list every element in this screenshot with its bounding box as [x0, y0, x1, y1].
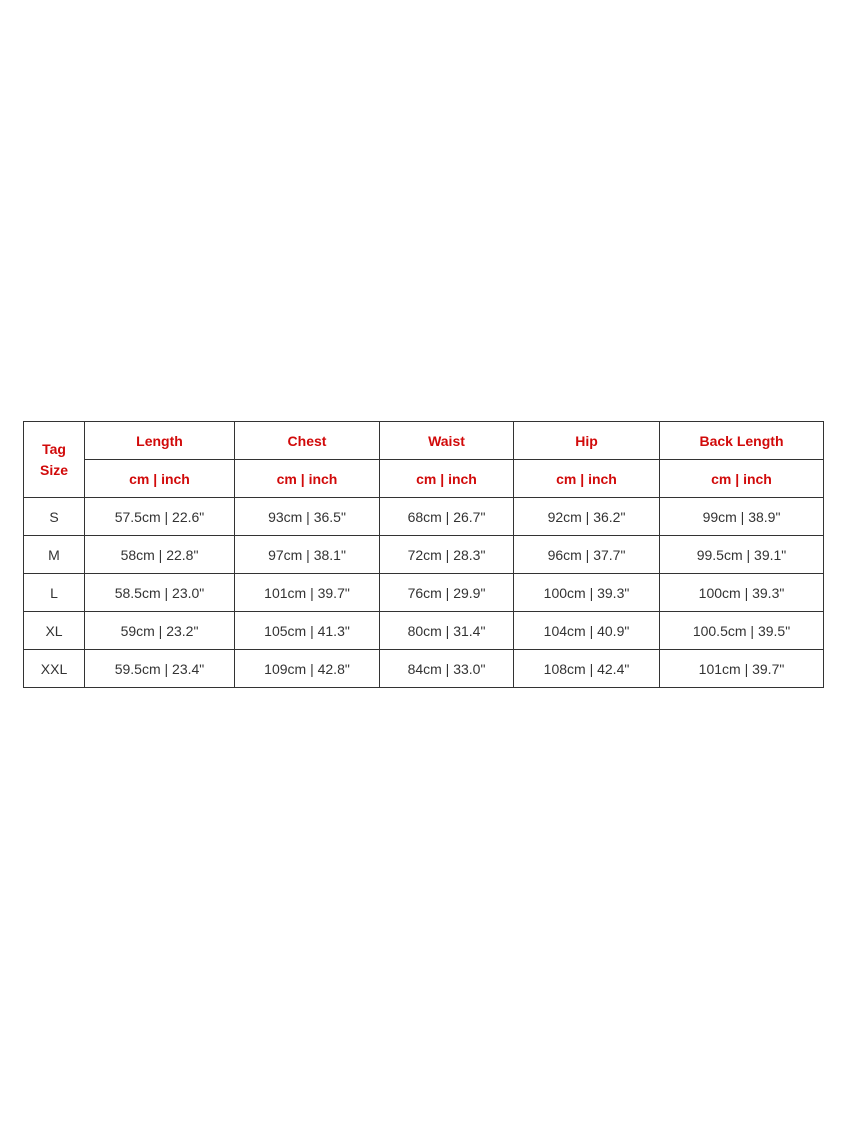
length-cell: 58cm | 22.8" [85, 536, 235, 574]
waist-cell: 76cm | 29.9" [380, 574, 514, 612]
waist-cell: 80cm | 31.4" [380, 612, 514, 650]
length-cell: 59.5cm | 23.4" [85, 650, 235, 688]
table-row [24, 498, 824, 536]
size-cell: XL [24, 612, 85, 650]
length-cell: 57.5cm | 22.6" [85, 498, 235, 536]
table-row [24, 536, 824, 574]
tag-label-line1: Tag [42, 440, 66, 457]
hip-cell: 104cm | 40.9" [514, 612, 660, 650]
length-cell: 58.5cm | 23.0" [85, 574, 235, 612]
back-length-cell: 100.5cm | 39.5" [660, 612, 824, 650]
back-length-cell: 101cm | 39.7" [660, 650, 824, 688]
hip-cell: 96cm | 37.7" [514, 536, 660, 574]
header-row-names [24, 422, 824, 460]
chest-cell: 101cm | 39.7" [235, 574, 380, 612]
hip-cell: 108cm | 42.4" [514, 650, 660, 688]
back-length-cell: 99.5cm | 39.1" [660, 536, 824, 574]
size-chart-table [23, 421, 824, 688]
column-header-length: Length [85, 422, 235, 460]
column-header-waist: Waist [380, 422, 514, 460]
column-header-back-length: Back Length [660, 422, 824, 460]
header-row-units [24, 460, 824, 498]
chest-cell: 93cm | 36.5" [235, 498, 380, 536]
waist-cell: 68cm | 26.7" [380, 498, 514, 536]
size-cell: L [24, 574, 85, 612]
column-header-hip: Hip [514, 422, 660, 460]
column-header-chest: Chest [235, 422, 380, 460]
unit-header-waist: cm | inch [380, 460, 514, 498]
back-length-cell: 100cm | 39.3" [660, 574, 824, 612]
unit-header-back-length: cm | inch [660, 460, 824, 498]
waist-cell: 84cm | 33.0" [380, 650, 514, 688]
size-cell: XXL [24, 650, 85, 688]
chest-cell: 97cm | 38.1" [235, 536, 380, 574]
hip-cell: 100cm | 39.3" [514, 574, 660, 612]
chest-cell: 105cm | 41.3" [235, 612, 380, 650]
back-length-cell: 99cm | 38.9" [660, 498, 824, 536]
table-row [24, 612, 824, 650]
tag-label-line2: Size [39, 461, 68, 478]
chest-cell: 109cm | 42.8" [235, 650, 380, 688]
table-row [24, 650, 824, 688]
tag-size-header [24, 422, 85, 498]
unit-header-hip: cm | inch [514, 460, 660, 498]
length-cell: 59cm | 23.2" [85, 612, 235, 650]
unit-header-length: cm | inch [85, 460, 235, 498]
unit-header-chest: cm | inch [235, 460, 380, 498]
waist-cell: 72cm | 28.3" [380, 536, 514, 574]
table-row [24, 574, 824, 612]
hip-cell: 92cm | 36.2" [514, 498, 660, 536]
size-cell: S [24, 498, 85, 536]
size-cell: M [24, 536, 85, 574]
